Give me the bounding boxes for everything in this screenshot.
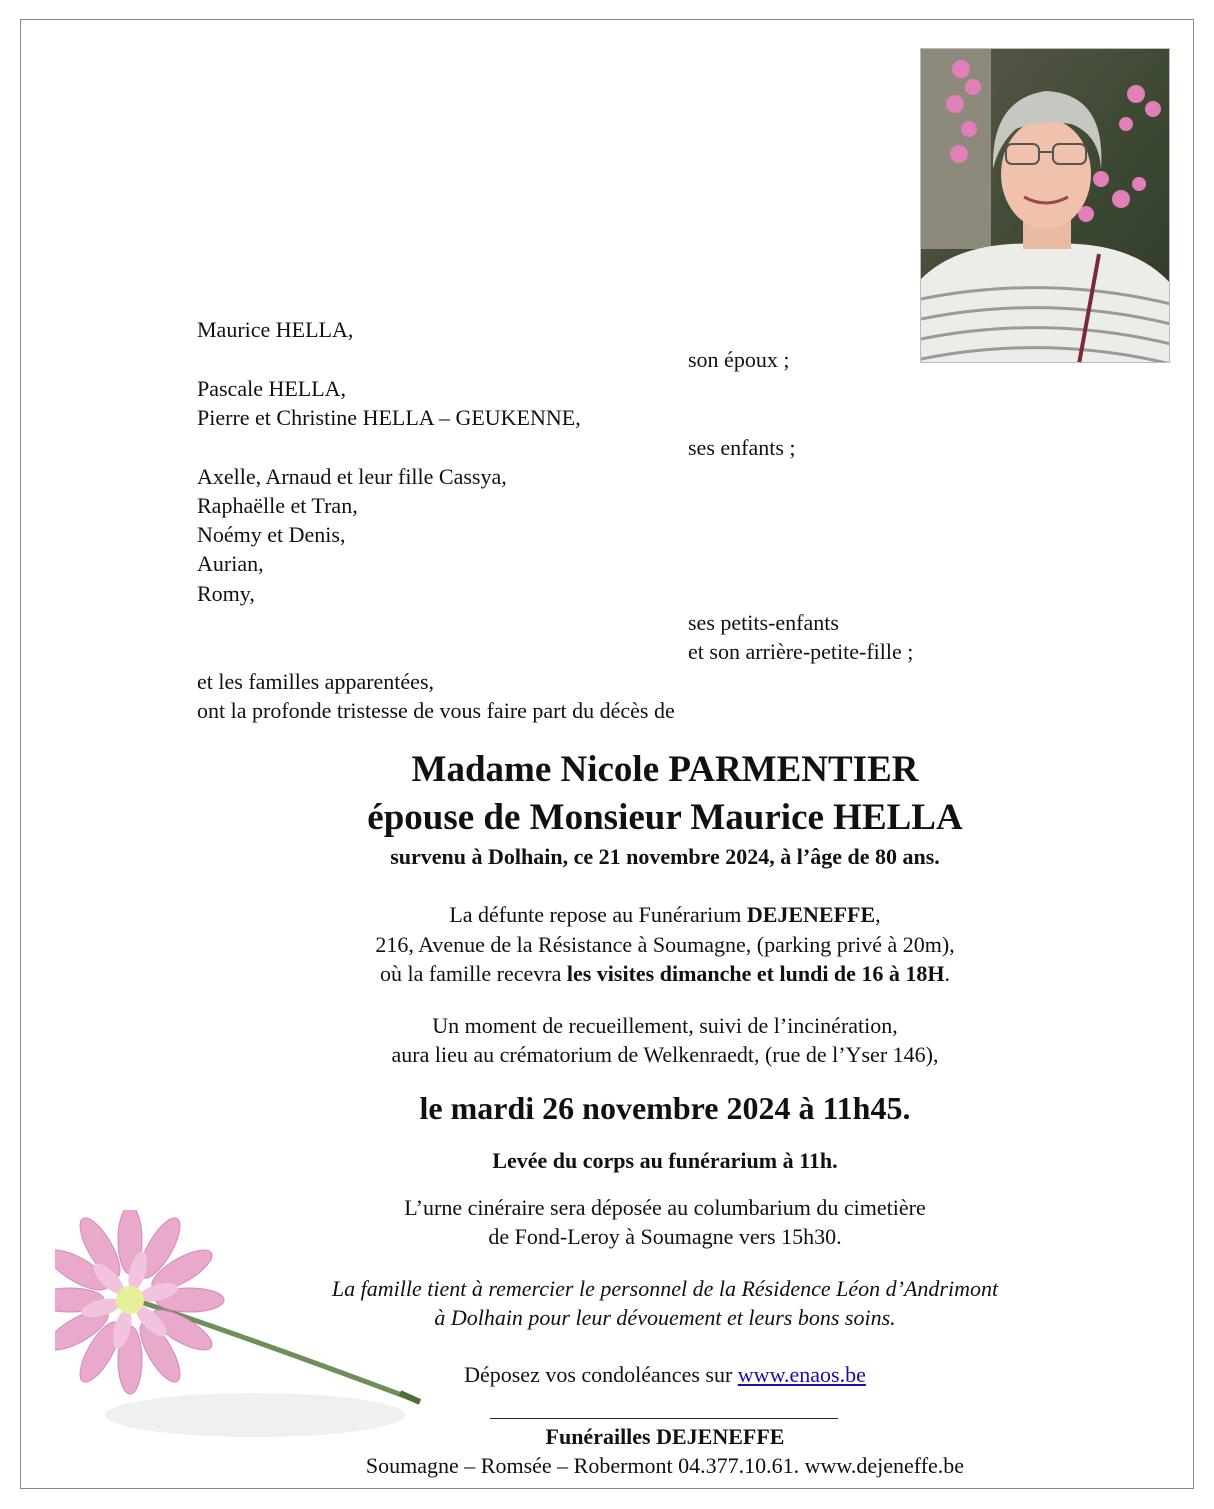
portrait-photo: [920, 48, 1170, 363]
relatives-line: et les familles apparentées,: [197, 669, 435, 694]
announcement-line: ont la profonde tristesse de vous faire part du décès de: [197, 698, 675, 723]
ceremony-line-1: Un moment de recueillement, suivi de l’incinération,: [432, 1013, 898, 1038]
footer-divider: [490, 1418, 838, 1419]
ceremony-date: le mardi 26 novembre 2024 à 11h45.: [419, 1090, 911, 1126]
flower-illustration: [55, 1210, 445, 1475]
grandchild-name: Axelle, Arnaud et leur fille Cassya,: [197, 464, 507, 489]
ceremony-line-2: aura lieu au crématorium de Welkenraedt, (rue de l’Yser 146),: [391, 1042, 939, 1067]
child-name: Pascale HELLA,: [197, 376, 347, 401]
deceased-details: survenu à Dolhain, ce 21 novembre 2024, à l’âge de 80 ans.: [390, 844, 940, 869]
spouse-role: son époux ;: [688, 347, 790, 372]
levee-line: Levée du corps au funérarium à 11h.: [492, 1148, 838, 1173]
spouse-name: Maurice HELLA,: [197, 317, 354, 342]
visitation-line-2: 216, Avenue de la Résistance à Soumagne, (parking privé à 20m),: [375, 932, 955, 957]
child-name: Pierre et Christine HELLA – GEUKENNE,: [197, 405, 581, 430]
grandchild-name: Romy,: [197, 581, 255, 606]
footer-company: Funérailles DEJENEFFE: [545, 1424, 785, 1449]
grandchild-name: Raphaëlle et Tran,: [197, 493, 358, 518]
footer-contact: Soumagne – Romsée – Robermont 04.377.10.61. www.dejeneffe.be: [365, 1453, 965, 1478]
thanks-line-2: à Dolhain pour leur dévouement et leurs bons soins.: [434, 1305, 896, 1330]
condolences-link[interactable]: www.enaos.be: [737, 1362, 866, 1387]
great-grandchild-role: et son arrière-petite-fille ;: [688, 639, 914, 664]
visitation-line-3: où la famille recevra les visites dimanche et lundi de 16 à 18H.: [379, 961, 951, 986]
grandchild-name: Noémy et Denis,: [197, 522, 346, 547]
condolences-line: Déposez vos condoléances sur www.enaos.be: [464, 1362, 866, 1387]
deceased-name: Madame Nicole PARMENTIER: [411, 749, 919, 790]
grandchildren-role: ses petits-enfants: [688, 610, 839, 635]
deceased-spouse-line: épouse de Monsieur Maurice HELLA: [367, 797, 963, 838]
thanks-line-1: La famille tient à remercier le personnel de la Résidence Léon d’Andrimont: [331, 1276, 999, 1301]
grandchild-name: Aurian,: [197, 551, 264, 576]
urn-line-1: L’urne cinéraire sera déposée au columbarium du cimetière: [404, 1195, 926, 1220]
urn-line-2: de Fond-Leroy à Soumagne vers 15h30.: [488, 1224, 842, 1249]
children-role: ses enfants ;: [688, 435, 796, 460]
visitation-line-1: La défunte repose au Funérarium DEJENEFFE,: [449, 902, 881, 927]
